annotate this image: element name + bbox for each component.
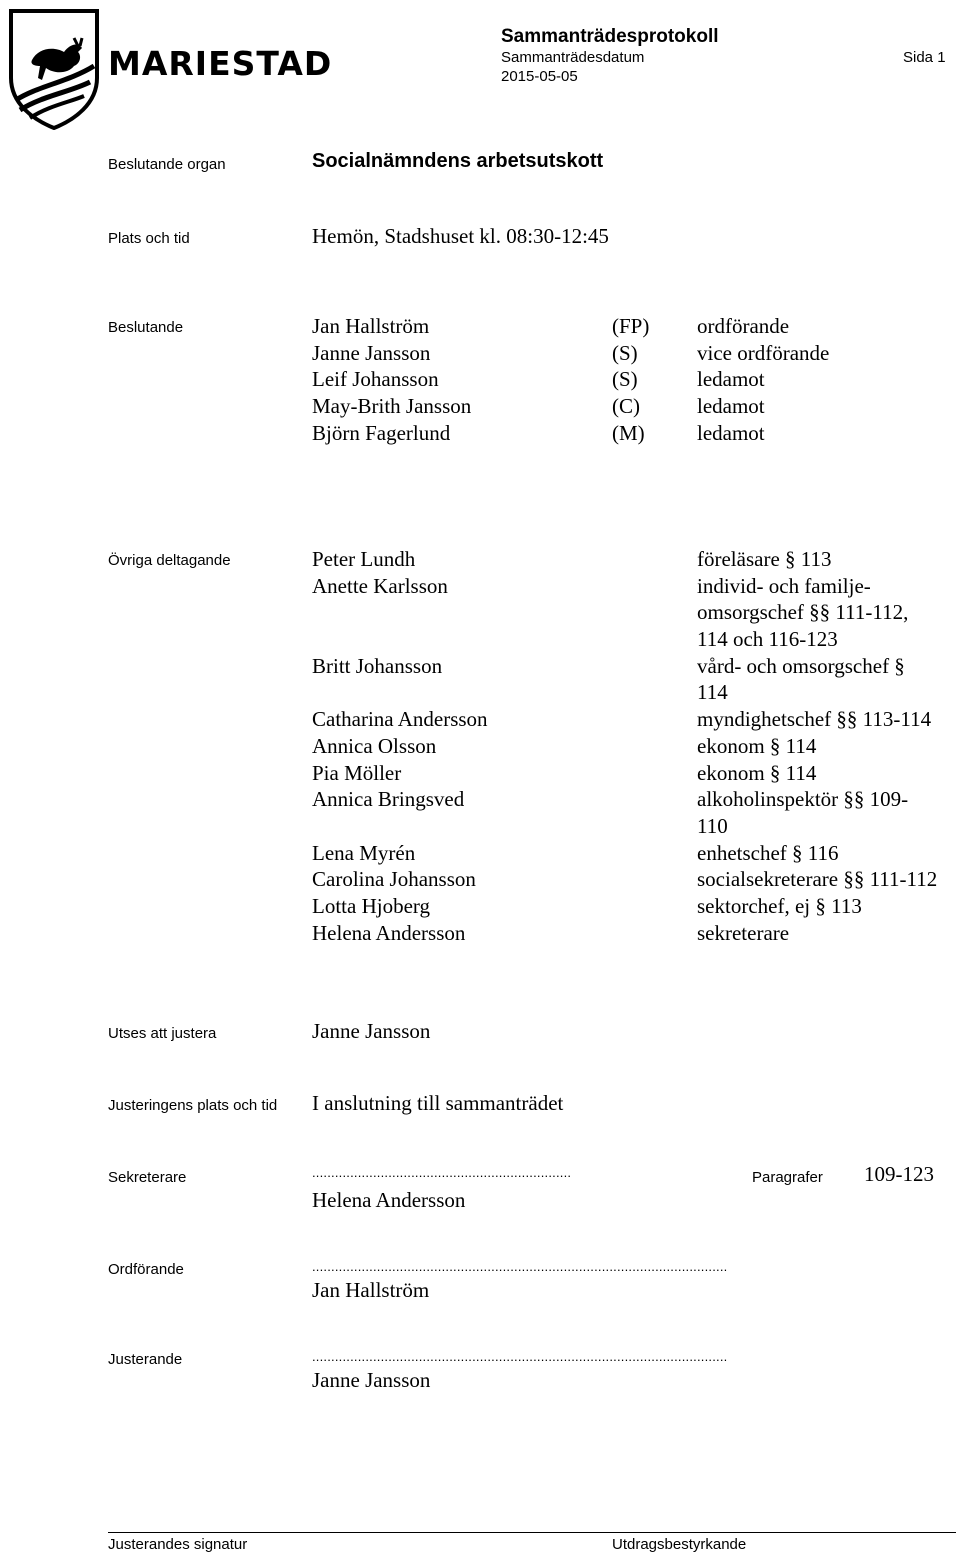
participant-role: 110: [697, 813, 728, 838]
member-name: May-Brith Jansson: [312, 394, 472, 419]
chair-name: Jan Hallström: [312, 1278, 430, 1302]
member-role: ledamot: [697, 367, 765, 392]
participant-row: [312, 733, 952, 760]
organ-value: Socialnämndens arbetsutskott: [312, 150, 604, 172]
participant-row: [312, 786, 952, 813]
member-role: vice ordförande: [697, 340, 830, 365]
member-role: ledamot: [697, 420, 765, 445]
participant-name: Catharina Andersson: [312, 707, 488, 732]
secretary-label: Sekreterare: [108, 1169, 187, 1186]
member-party: (S): [612, 367, 638, 392]
participant-role: ekonom § 114: [697, 760, 817, 785]
participant-role: alkoholinspektör §§ 109-: [697, 787, 909, 812]
page-number: Sida 1: [903, 49, 946, 66]
members-parties: [612, 313, 649, 446]
participant-row: [312, 840, 952, 867]
participant-name: Helena Andersson: [312, 920, 466, 945]
participant-role: omsorgschef §§ 111-112,: [697, 600, 909, 625]
participant-role-continuation: [312, 626, 952, 653]
document-title: Sammanträdesprotokoll: [501, 26, 719, 47]
footer-signature-label: Justerandes signatur: [108, 1536, 248, 1553]
adjust-place-value: I anslutning till sammanträdet: [312, 1091, 564, 1115]
participant-name: Peter Lundh: [312, 547, 416, 571]
participant-row: [312, 866, 952, 893]
place-value: Hemön, Stadshuset kl. 08:30-12:45: [312, 224, 609, 248]
date-value: 2015-05-05: [501, 68, 578, 85]
member-party: (S): [612, 340, 638, 365]
participant-role: 114 och 116-123: [697, 627, 838, 652]
member-party: (FP): [612, 314, 650, 338]
logo-text: MARIESTAD: [108, 44, 333, 83]
secretary-name: Helena Andersson: [312, 1188, 466, 1212]
member-name: Janne Jansson: [312, 340, 431, 365]
chair-signature-line: .............................................................................................................: [312, 1259, 728, 1274]
chair-label: Ordförande: [108, 1261, 184, 1278]
participant-name: Carolina Johansson: [312, 867, 476, 892]
adjuster-signature-line: .............................................................................................................: [312, 1349, 728, 1364]
adjust-place-label: Justeringens plats och tid: [108, 1097, 278, 1114]
member-name: Jan Hallström: [312, 314, 430, 338]
place-label: Plats och tid: [108, 230, 190, 247]
participant-role-continuation: [312, 599, 952, 626]
date-label: Sammanträdesdatum: [501, 49, 645, 66]
member-role: ledamot: [697, 394, 765, 419]
participant-role: sekreterare: [697, 920, 790, 945]
paragrafer-value: 109-123: [864, 1162, 934, 1186]
participant-role: enhetschef § 116: [697, 840, 839, 865]
participant-role: socialsekreterare §§ 111-112: [697, 867, 938, 892]
member-party: (C): [612, 394, 640, 419]
footer-certification-label: Utdragsbestyrkande: [612, 1536, 747, 1553]
participant-name: Annica Olsson: [312, 733, 437, 758]
adjust-value: Janne Jansson: [312, 1019, 431, 1043]
member-party: (M): [612, 420, 645, 445]
participant-name: Anette Karlsson: [312, 573, 448, 598]
decision-label: Beslutande: [108, 319, 184, 336]
participant-row: [312, 653, 952, 680]
municipality-logo: [8, 8, 333, 128]
participant-role: sektorchef, ej § 113: [697, 893, 862, 918]
members-roles: [697, 313, 829, 446]
participant-name: Britt Johansson: [312, 653, 443, 678]
participant-row: [312, 920, 952, 947]
adjuster-name: Janne Jansson: [312, 1368, 431, 1392]
member-name: Björn Fagerlund: [312, 420, 451, 445]
participant-name: Annica Bringsved: [312, 787, 465, 812]
coat-of-arms-icon: [8, 8, 100, 130]
participant-row: [312, 706, 952, 733]
adjuster-label: Justerande: [108, 1351, 183, 1368]
participant-row: [312, 893, 952, 920]
members-names: [312, 313, 471, 446]
participant-role-continuation: [312, 813, 952, 840]
participant-row: [312, 573, 952, 600]
participant-role: myndighetschef §§ 113-114: [697, 707, 932, 732]
participant-row: [312, 546, 952, 573]
member-role: ordförande: [697, 314, 790, 338]
participant-role: ekonom § 114: [697, 733, 817, 758]
participant-row: [312, 760, 952, 787]
participant-role: 114: [697, 680, 728, 705]
others-label: Övriga deltagande: [108, 552, 231, 569]
paragrafer-label: Paragrafer: [752, 1169, 823, 1186]
adjust-label: Utses att justera: [108, 1025, 217, 1042]
footer-rule: [108, 1532, 956, 1533]
participant-name: Pia Möller: [312, 760, 402, 785]
others-list: [312, 546, 952, 946]
participant-role: föreläsare § 113: [697, 547, 832, 571]
member-name: Leif Johansson: [312, 367, 439, 392]
participant-name: Lotta Hjoberg: [312, 893, 431, 918]
participant-role: individ- och familje-: [697, 573, 871, 598]
participant-name: Lena Myrén: [312, 840, 416, 865]
organ-label: Beslutande organ: [108, 156, 226, 173]
participant-role-continuation: [312, 679, 952, 706]
participant-role: vård- och omsorgschef §: [697, 653, 905, 678]
secretary-signature-line: ....................................................................: [312, 1165, 572, 1180]
